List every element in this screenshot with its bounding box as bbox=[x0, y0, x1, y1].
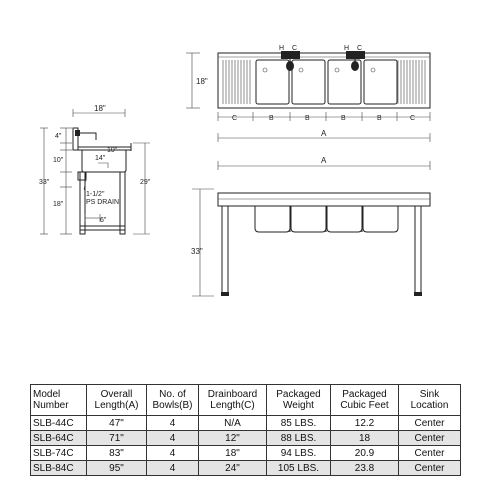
header-model: Model Number bbox=[31, 385, 87, 416]
table-cell: SLB-84C bbox=[31, 461, 87, 476]
table-header-row bbox=[31, 385, 461, 416]
table-row bbox=[31, 416, 461, 431]
table-row bbox=[31, 446, 461, 461]
faucet-letter-h2: H bbox=[344, 45, 350, 52]
table-cell: Center bbox=[399, 446, 461, 461]
faucet-letter-c2: C bbox=[357, 45, 363, 52]
top-view bbox=[186, 45, 430, 142]
table-cell: 24" bbox=[199, 461, 267, 476]
table-cell: 95" bbox=[87, 461, 147, 476]
table-cell: 4 bbox=[147, 416, 199, 431]
segment-label-4: B bbox=[341, 115, 346, 122]
header-overall-length: Overall Length(A) bbox=[87, 385, 147, 416]
drain-3 bbox=[335, 68, 339, 72]
table-cell: SLB-44C bbox=[31, 416, 87, 431]
segment-label-3: B bbox=[305, 115, 310, 122]
header-bowls: No. of Bowls(B) bbox=[147, 385, 199, 416]
drain-type-label: IPS DRAIN bbox=[84, 199, 120, 206]
table-cell: 88 LBS. bbox=[267, 431, 331, 446]
front-bowl-2 bbox=[291, 206, 326, 232]
table-cell: 4 bbox=[147, 431, 199, 446]
segment-label-1: C bbox=[232, 115, 238, 122]
table-cell: Center bbox=[399, 431, 461, 446]
splash-height-label: 4" bbox=[55, 133, 62, 140]
drain-2 bbox=[299, 68, 303, 72]
table-cell: 18" bbox=[199, 446, 267, 461]
front-bowl-4 bbox=[363, 206, 398, 232]
side-leg-right bbox=[120, 172, 125, 234]
right-drainboard-ribs bbox=[398, 60, 425, 104]
front-overall-label: A bbox=[321, 156, 327, 165]
front-bowl-3 bbox=[327, 206, 362, 232]
table-cell: SLB-74C bbox=[31, 446, 87, 461]
table-cell: SLB-64C bbox=[31, 431, 87, 446]
front-leg-right bbox=[415, 206, 421, 294]
front-bowl-1 bbox=[255, 206, 290, 232]
table-cell: 94 LBS. bbox=[267, 446, 331, 461]
table-cell: 85 LBS. bbox=[267, 416, 331, 431]
segment-label-6: C bbox=[410, 115, 416, 122]
spec-table bbox=[30, 384, 461, 476]
side-bowl-width-label: 14" bbox=[95, 155, 106, 162]
table-cell: 4 bbox=[147, 446, 199, 461]
table-cell: 20.9 bbox=[331, 446, 399, 461]
table-cell: 23.8 bbox=[331, 461, 399, 476]
header-cubic-feet: Packaged Cubic Feet bbox=[331, 385, 399, 416]
drain-size-label: 1-1/2" bbox=[86, 191, 105, 198]
table-cell: Center bbox=[399, 461, 461, 476]
segment-label-5: B bbox=[377, 115, 382, 122]
front-view bbox=[191, 156, 430, 296]
table-cell: 83" bbox=[87, 446, 147, 461]
side-bowl-inner-label: 10" bbox=[107, 147, 118, 154]
table-cell: 12" bbox=[199, 431, 267, 446]
side-view bbox=[39, 104, 151, 234]
header-location: Sink Location bbox=[399, 385, 461, 416]
table-row bbox=[31, 431, 461, 446]
table-cell: Center bbox=[399, 416, 461, 431]
drain-offset-label: 6" bbox=[100, 217, 107, 224]
front-top bbox=[218, 193, 430, 206]
top-depth-label: 18" bbox=[196, 77, 208, 86]
faucet-left bbox=[281, 51, 300, 71]
faucet-right bbox=[346, 51, 365, 71]
bowl-1 bbox=[256, 60, 289, 104]
header-drainboard: Drainboard Length(C) bbox=[199, 385, 267, 416]
segment-label-2: B bbox=[269, 115, 274, 122]
drain-4 bbox=[371, 68, 375, 72]
table-cell: 18 bbox=[331, 431, 399, 446]
table-cell: 12.2 bbox=[331, 416, 399, 431]
top-overall-label: A bbox=[321, 129, 327, 138]
table-cell: N/A bbox=[199, 416, 267, 431]
bowl-2 bbox=[292, 60, 325, 104]
bowl-depth-label: 10" bbox=[53, 157, 64, 164]
front-leg-left bbox=[222, 206, 228, 294]
faucet-letter-c1: C bbox=[292, 45, 298, 52]
overall-height-label: 33" bbox=[39, 179, 50, 186]
table-cell: 71" bbox=[87, 431, 147, 446]
drain-1 bbox=[263, 68, 267, 72]
side-bottom-rail bbox=[80, 226, 125, 230]
side-depth-label: 18" bbox=[94, 104, 106, 113]
front-height-label: 33" bbox=[191, 247, 203, 256]
table-cell: 47" bbox=[87, 416, 147, 431]
table-row bbox=[31, 461, 461, 476]
bowl-4 bbox=[364, 60, 397, 104]
table-cell: 4 bbox=[147, 461, 199, 476]
work-height-label: 29" bbox=[140, 179, 151, 186]
header-weight: Packaged Weight bbox=[267, 385, 331, 416]
leg-height-label: 18" bbox=[53, 201, 64, 208]
table-cell: 105 LBS. bbox=[267, 461, 331, 476]
left-drainboard-ribs bbox=[223, 60, 250, 104]
faucet-letter-h1: H bbox=[279, 45, 285, 52]
